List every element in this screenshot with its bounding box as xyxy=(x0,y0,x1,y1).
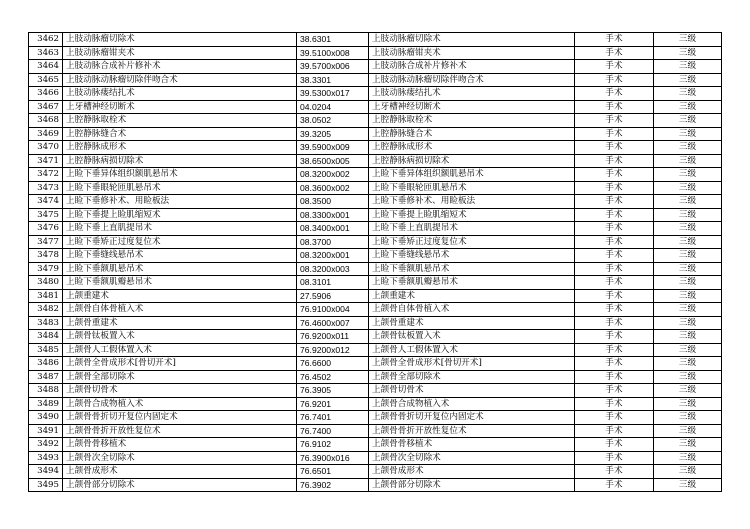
row-number-cell: 3465 xyxy=(29,73,63,87)
table-row xyxy=(29,222,722,236)
procedure-code-cell: 39.5700x006 xyxy=(297,60,369,74)
table-body xyxy=(29,33,722,492)
procedure-name-cell: 上腔静脉取栓术 xyxy=(63,114,297,128)
table-row xyxy=(29,33,722,47)
table-row xyxy=(29,46,722,60)
row-number-cell: 3480 xyxy=(29,276,63,290)
procedure-name-standard-cell: 上肢动脉动脉瘤切除伴吻合术 xyxy=(369,73,575,87)
row-number-cell: 3466 xyxy=(29,87,63,101)
row-number-cell: 3472 xyxy=(29,168,63,182)
procedure-code-cell: 08.3200x001 xyxy=(297,249,369,263)
procedure-name-cell: 上颌骨部分切除术 xyxy=(63,478,297,492)
procedure-type-cell: 手术 xyxy=(575,195,654,209)
procedure-level-cell: 三级 xyxy=(654,465,722,479)
procedure-level-cell: 三级 xyxy=(654,46,722,60)
row-number-cell: 3475 xyxy=(29,208,63,222)
procedure-type-cell: 手术 xyxy=(575,222,654,236)
procedure-name-standard-cell: 上肢动脉瘘结扎术 xyxy=(369,87,575,101)
procedure-name-cell: 上颌骨骨移植术 xyxy=(63,438,297,452)
procedure-type-cell: 手术 xyxy=(575,465,654,479)
table-row xyxy=(29,438,722,452)
table-row xyxy=(29,235,722,249)
row-number-cell: 3491 xyxy=(29,424,63,438)
table-row xyxy=(29,73,722,87)
procedure-name-cell: 上颌骨全部切除术 xyxy=(63,370,297,384)
table-row xyxy=(29,154,722,168)
row-number-cell: 3462 xyxy=(29,33,63,47)
table-row xyxy=(29,370,722,384)
procedure-type-cell: 手术 xyxy=(575,60,654,74)
procedure-name-cell: 上肢动脉合成补片修补术 xyxy=(63,60,297,74)
procedure-level-cell: 三级 xyxy=(654,343,722,357)
procedure-name-cell: 上颌骨重建术 xyxy=(63,316,297,330)
row-number-cell: 3482 xyxy=(29,303,63,317)
procedure-level-cell: 三级 xyxy=(654,222,722,236)
table-row xyxy=(29,465,722,479)
procedure-type-cell: 手术 xyxy=(575,262,654,276)
procedure-level-cell: 三级 xyxy=(654,154,722,168)
procedure-code-cell: 38.6301 xyxy=(297,33,369,47)
procedure-code-cell: 76.9102 xyxy=(297,438,369,452)
row-number-cell: 3490 xyxy=(29,411,63,425)
procedure-code-cell: 76.3902 xyxy=(297,478,369,492)
table-row xyxy=(29,208,722,222)
procedure-code-cell: 39.5100x008 xyxy=(297,46,369,60)
procedure-code-cell: 76.6501 xyxy=(297,465,369,479)
table-row xyxy=(29,168,722,182)
procedure-level-cell: 三级 xyxy=(654,276,722,290)
procedure-name-cell: 上肢动脉瘘结扎术 xyxy=(63,87,297,101)
row-number-cell: 3485 xyxy=(29,343,63,357)
row-number-cell: 3484 xyxy=(29,330,63,344)
procedure-name-standard-cell: 上肢动脉瘤钳夹术 xyxy=(369,46,575,60)
procedure-name-standard-cell: 上颌骨骨折开放性复位术 xyxy=(369,424,575,438)
procedure-code-cell: 38.3301 xyxy=(297,73,369,87)
procedure-name-standard-cell: 上睑下垂提上睑肌缩短术 xyxy=(369,208,575,222)
row-number-cell: 3463 xyxy=(29,46,63,60)
procedure-type-cell: 手术 xyxy=(575,46,654,60)
procedure-level-cell: 三级 xyxy=(654,370,722,384)
row-number-cell: 3473 xyxy=(29,181,63,195)
row-number-cell: 3471 xyxy=(29,154,63,168)
procedure-type-cell: 手术 xyxy=(575,33,654,47)
procedure-level-cell: 三级 xyxy=(654,478,722,492)
procedure-type-cell: 手术 xyxy=(575,384,654,398)
procedure-code-cell: 76.9200x011 xyxy=(297,330,369,344)
table-row xyxy=(29,127,722,141)
procedure-name-standard-cell: 上颌骨合成物植入术 xyxy=(369,397,575,411)
procedure-name-cell: 上腔静脉病损切除术 xyxy=(63,154,297,168)
procedure-type-cell: 手术 xyxy=(575,343,654,357)
procedure-name-cell: 上颌骨人工假体置入术 xyxy=(63,343,297,357)
table-row xyxy=(29,303,722,317)
procedure-level-cell: 三级 xyxy=(654,114,722,128)
procedure-name-standard-cell: 上睑下垂异体组织额肌悬吊术 xyxy=(369,168,575,182)
procedure-level-cell: 三级 xyxy=(654,451,722,465)
procedure-code-cell: 76.9100x004 xyxy=(297,303,369,317)
row-number-cell: 3464 xyxy=(29,60,63,74)
procedure-name-standard-cell: 上睑下垂修补术、用睑板法 xyxy=(369,195,575,209)
row-number-cell: 3493 xyxy=(29,451,63,465)
procedure-name-standard-cell: 上肢动脉瘤切除术 xyxy=(369,33,575,47)
procedure-type-cell: 手术 xyxy=(575,424,654,438)
table-row xyxy=(29,114,722,128)
row-number-cell: 3469 xyxy=(29,127,63,141)
procedure-type-cell: 手术 xyxy=(575,87,654,101)
procedure-name-cell: 上颌骨合成物植入术 xyxy=(63,397,297,411)
procedure-type-cell: 手术 xyxy=(575,316,654,330)
procedure-name-standard-cell: 上颌骨骨折切开复位内固定术 xyxy=(369,411,575,425)
procedure-name-cell: 上腔静脉成形术 xyxy=(63,141,297,155)
table-row xyxy=(29,478,722,492)
procedure-level-cell: 三级 xyxy=(654,262,722,276)
procedure-name-cell: 上颌重建术 xyxy=(63,289,297,303)
procedure-name-cell: 上颌骨钛板置入术 xyxy=(63,330,297,344)
procedure-type-cell: 手术 xyxy=(575,451,654,465)
row-number-cell: 3470 xyxy=(29,141,63,155)
procedure-name-standard-cell: 上腔静脉成形术 xyxy=(369,141,575,155)
table-row xyxy=(29,249,722,263)
procedure-type-cell: 手术 xyxy=(575,276,654,290)
procedure-type-cell: 手术 xyxy=(575,411,654,425)
row-number-cell: 3481 xyxy=(29,289,63,303)
procedure-name-cell: 上颌骨自体骨植入术 xyxy=(63,303,297,317)
procedure-type-cell: 手术 xyxy=(575,303,654,317)
row-number-cell: 3474 xyxy=(29,195,63,209)
table-row xyxy=(29,384,722,398)
procedure-type-cell: 手术 xyxy=(575,357,654,371)
procedure-name-cell: 上肢动脉瘤钳夹术 xyxy=(63,46,297,60)
procedure-type-cell: 手术 xyxy=(575,141,654,155)
procedure-name-cell: 上睑下垂额肌悬吊术 xyxy=(63,262,297,276)
procedure-name-standard-cell: 上颌骨部分切除术 xyxy=(369,478,575,492)
procedure-level-cell: 三级 xyxy=(654,330,722,344)
procedure-type-cell: 手术 xyxy=(575,208,654,222)
procedure-name-standard-cell: 上颌骨成形术 xyxy=(369,465,575,479)
procedure-level-cell: 三级 xyxy=(654,289,722,303)
table-row xyxy=(29,451,722,465)
procedure-code-cell: 08.3600x002 xyxy=(297,181,369,195)
procedure-name-cell: 上颌骨成形术 xyxy=(63,465,297,479)
procedure-type-cell: 手术 xyxy=(575,168,654,182)
procedure-type-cell: 手术 xyxy=(575,438,654,452)
table-row xyxy=(29,141,722,155)
procedure-level-cell: 三级 xyxy=(654,235,722,249)
procedure-name-cell: 上睑下垂异体组织额肌悬吊术 xyxy=(63,168,297,182)
procedure-type-cell: 手术 xyxy=(575,114,654,128)
procedure-name-cell: 上睑下垂眼轮匝肌悬吊术 xyxy=(63,181,297,195)
procedure-name-standard-cell: 上颌骨自体骨植入术 xyxy=(369,303,575,317)
procedure-name-standard-cell: 上颌骨骨移植术 xyxy=(369,438,575,452)
row-number-cell: 3478 xyxy=(29,249,63,263)
procedure-level-cell: 三级 xyxy=(654,316,722,330)
procedure-code-cell: 76.6600 xyxy=(297,357,369,371)
procedure-level-cell: 三级 xyxy=(654,357,722,371)
procedure-type-cell: 手术 xyxy=(575,181,654,195)
row-number-cell: 3488 xyxy=(29,384,63,398)
procedure-level-cell: 三级 xyxy=(654,141,722,155)
row-number-cell: 3487 xyxy=(29,370,63,384)
procedure-name-standard-cell: 上睑下垂缝线悬吊术 xyxy=(369,249,575,263)
procedure-name-standard-cell: 上睑下垂额肌瓣悬吊术 xyxy=(369,276,575,290)
procedure-level-cell: 三级 xyxy=(654,33,722,47)
procedure-level-cell: 三级 xyxy=(654,60,722,74)
table-row xyxy=(29,424,722,438)
procedure-name-standard-cell: 上颌骨全部切除术 xyxy=(369,370,575,384)
row-number-cell: 3486 xyxy=(29,357,63,371)
procedure-name-standard-cell: 上颌骨人工假体置入术 xyxy=(369,343,575,357)
procedure-name-cell: 上肢动脉动脉瘤切除伴吻合术 xyxy=(63,73,297,87)
procedure-level-cell: 三级 xyxy=(654,73,722,87)
procedure-code-cell: 08.3500 xyxy=(297,195,369,209)
procedure-code-cell: 76.4600x007 xyxy=(297,316,369,330)
procedure-type-cell: 手术 xyxy=(575,478,654,492)
procedure-name-cell: 上颌骨骨折开放性复位术 xyxy=(63,424,297,438)
row-number-cell: 3492 xyxy=(29,438,63,452)
procedure-level-cell: 三级 xyxy=(654,100,722,114)
procedure-level-cell: 三级 xyxy=(654,384,722,398)
procedure-name-cell: 上睑下垂上直肌提吊术 xyxy=(63,222,297,236)
row-number-cell: 3476 xyxy=(29,222,63,236)
procedure-name-cell: 上牙槽神经切断术 xyxy=(63,100,297,114)
table-row xyxy=(29,411,722,425)
procedure-name-standard-cell: 上颌骨重建术 xyxy=(369,316,575,330)
procedure-name-standard-cell: 上睑下垂矫正过度复位术 xyxy=(369,235,575,249)
row-number-cell: 3479 xyxy=(29,262,63,276)
procedure-code-cell: 76.7400 xyxy=(297,424,369,438)
procedure-code-cell: 04.0204 xyxy=(297,100,369,114)
procedure-table xyxy=(28,32,722,492)
procedure-type-cell: 手术 xyxy=(575,397,654,411)
procedure-code-cell: 76.9201 xyxy=(297,397,369,411)
table-row xyxy=(29,343,722,357)
table-row xyxy=(29,87,722,101)
table-row xyxy=(29,316,722,330)
table-row xyxy=(29,195,722,209)
procedure-type-cell: 手术 xyxy=(575,127,654,141)
procedure-level-cell: 三级 xyxy=(654,181,722,195)
procedure-code-cell: 08.3700 xyxy=(297,235,369,249)
procedure-level-cell: 三级 xyxy=(654,397,722,411)
procedure-name-standard-cell: 上腔静脉取栓术 xyxy=(369,114,575,128)
procedure-name-standard-cell: 上腔静脉病损切除术 xyxy=(369,154,575,168)
row-number-cell: 3483 xyxy=(29,316,63,330)
table-row xyxy=(29,60,722,74)
procedure-level-cell: 三级 xyxy=(654,208,722,222)
procedure-name-standard-cell: 上睑下垂眼轮匝肌悬吊术 xyxy=(369,181,575,195)
procedure-name-standard-cell: 上睑下垂上直肌提吊术 xyxy=(369,222,575,236)
procedure-type-cell: 手术 xyxy=(575,235,654,249)
procedure-name-standard-cell: 上颌骨全骨成形术[骨切开术] xyxy=(369,357,575,371)
procedure-level-cell: 三级 xyxy=(654,438,722,452)
procedure-code-cell: 08.3400x001 xyxy=(297,222,369,236)
procedure-code-cell: 39.5900x009 xyxy=(297,141,369,155)
procedure-type-cell: 手术 xyxy=(575,249,654,263)
procedure-name-standard-cell: 上腔静脉缝合术 xyxy=(369,127,575,141)
procedure-name-cell: 上颌骨骨折切开复位内固定术 xyxy=(63,411,297,425)
procedure-level-cell: 三级 xyxy=(654,127,722,141)
procedure-code-cell: 76.4502 xyxy=(297,370,369,384)
table-row xyxy=(29,181,722,195)
procedure-code-cell: 76.3905 xyxy=(297,384,369,398)
procedure-code-cell: 76.9200x012 xyxy=(297,343,369,357)
table-row xyxy=(29,289,722,303)
row-number-cell: 3489 xyxy=(29,397,63,411)
procedure-name-cell: 上睑下垂缝线悬吊术 xyxy=(63,249,297,263)
row-number-cell: 3477 xyxy=(29,235,63,249)
procedure-name-cell: 上睑下垂额肌瓣悬吊术 xyxy=(63,276,297,290)
row-number-cell: 3468 xyxy=(29,114,63,128)
procedure-type-cell: 手术 xyxy=(575,370,654,384)
procedure-type-cell: 手术 xyxy=(575,100,654,114)
procedure-code-cell: 76.7401 xyxy=(297,411,369,425)
table-row xyxy=(29,262,722,276)
procedure-level-cell: 三级 xyxy=(654,87,722,101)
procedure-level-cell: 三级 xyxy=(654,195,722,209)
procedure-code-cell: 08.3101 xyxy=(297,276,369,290)
procedure-level-cell: 三级 xyxy=(654,411,722,425)
procedure-name-cell: 上肢动脉瘤切除术 xyxy=(63,33,297,47)
procedure-type-cell: 手术 xyxy=(575,73,654,87)
procedure-code-cell: 27.5906 xyxy=(297,289,369,303)
procedure-name-standard-cell: 上颌骨切骨术 xyxy=(369,384,575,398)
procedure-name-cell: 上颌骨切骨术 xyxy=(63,384,297,398)
procedure-name-standard-cell: 上肢动脉合成补片修补术 xyxy=(369,60,575,74)
procedure-name-cell: 上腔静脉缝合术 xyxy=(63,127,297,141)
procedure-level-cell: 三级 xyxy=(654,424,722,438)
procedure-level-cell: 三级 xyxy=(654,249,722,263)
procedure-name-standard-cell: 上颌骨次全切除术 xyxy=(369,451,575,465)
procedure-type-cell: 手术 xyxy=(575,330,654,344)
table-row xyxy=(29,397,722,411)
procedure-type-cell: 手术 xyxy=(575,289,654,303)
row-number-cell: 3467 xyxy=(29,100,63,114)
procedure-code-cell: 08.3200x003 xyxy=(297,262,369,276)
procedure-code-cell: 76.3900x016 xyxy=(297,451,369,465)
procedure-name-standard-cell: 上牙槽神经切断术 xyxy=(369,100,575,114)
procedure-name-cell: 上睑下垂修补术、用睑板法 xyxy=(63,195,297,209)
procedure-level-cell: 三级 xyxy=(654,168,722,182)
procedure-name-cell: 上睑下垂矫正过度复位术 xyxy=(63,235,297,249)
procedure-name-cell: 上睑下垂提上睑肌缩短术 xyxy=(63,208,297,222)
procedure-name-standard-cell: 上颌骨钛板置入术 xyxy=(369,330,575,344)
row-number-cell: 3494 xyxy=(29,465,63,479)
procedure-code-cell: 39.3205 xyxy=(297,127,369,141)
table-row xyxy=(29,276,722,290)
procedure-name-standard-cell: 上睑下垂额肌悬吊术 xyxy=(369,262,575,276)
procedure-type-cell: 手术 xyxy=(575,154,654,168)
procedure-code-cell: 39.5300x017 xyxy=(297,87,369,101)
procedure-name-cell: 上颌骨次全切除术 xyxy=(63,451,297,465)
procedure-code-cell: 38.6500x005 xyxy=(297,154,369,168)
procedure-code-cell: 38.0502 xyxy=(297,114,369,128)
procedure-code-cell: 08.3200x002 xyxy=(297,168,369,182)
procedure-level-cell: 三级 xyxy=(654,303,722,317)
table-row xyxy=(29,100,722,114)
procedure-name-cell: 上颌骨全骨成形术[骨切开术] xyxy=(63,357,297,371)
table-row xyxy=(29,330,722,344)
procedure-code-cell: 08.3300x001 xyxy=(297,208,369,222)
table-row xyxy=(29,357,722,371)
row-number-cell: 3495 xyxy=(29,478,63,492)
procedure-name-standard-cell: 上颌重建术 xyxy=(369,289,575,303)
